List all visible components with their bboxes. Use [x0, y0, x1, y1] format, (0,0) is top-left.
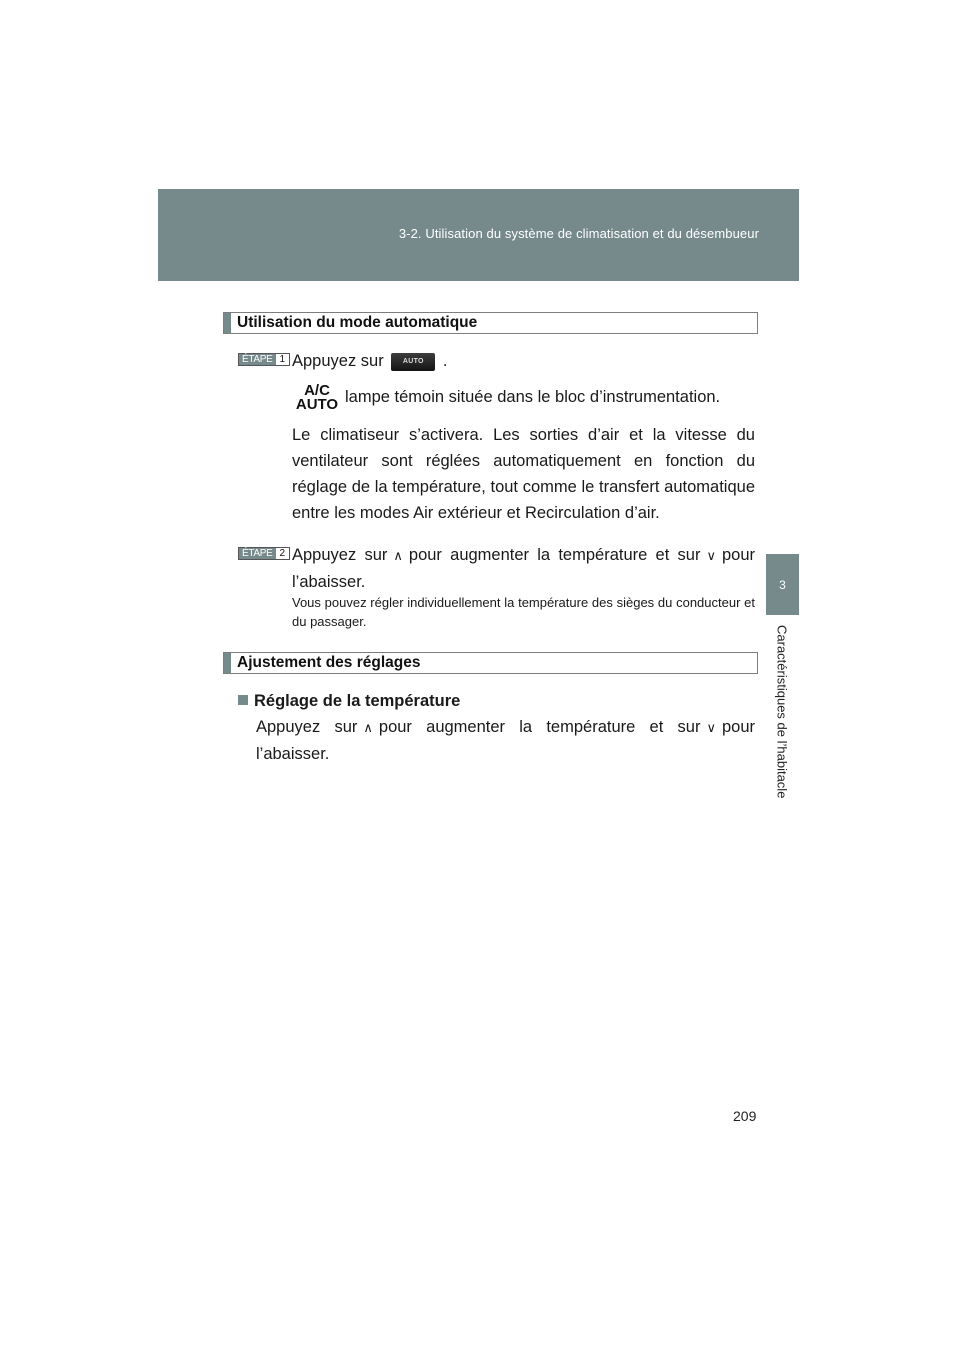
indicator-line-1: A/C — [304, 382, 330, 399]
auto-button-icon — [391, 353, 435, 371]
indicator-description: lampe témoin située dans le bloc d’instrumentation. — [345, 388, 721, 406]
section-heading-automatic-mode — [223, 312, 758, 334]
auto-button-label: AUTO — [402, 357, 424, 365]
temperature-instruction — [256, 714, 755, 767]
step1-text-before: Appuyez sur — [292, 352, 384, 370]
step-badge-number: 2 — [276, 548, 290, 559]
chapter-tab-number: 3 — [766, 554, 799, 615]
up-arrow-icon: ∧ — [393, 548, 403, 563]
step1-text-after: . — [442, 352, 448, 370]
section-heading-bar — [224, 313, 231, 333]
up-arrow-icon: ∧ — [363, 720, 373, 735]
step2-text-part1: Appuyez sur — [292, 546, 388, 564]
chapter-tab-label — [772, 625, 792, 825]
chapter-header-band — [158, 189, 799, 281]
breadcrumb: 3-2. Utilisation du système de climatisation et du désembueur — [398, 226, 759, 241]
temp-text-part2: pour augmenter la température et sur — [378, 718, 701, 736]
indicator-line-2: AUTO — [295, 396, 339, 413]
step-badge-1 — [238, 353, 290, 366]
temp-text-part3: pour l’abaisser. — [256, 718, 755, 763]
chapter-title: Caractéristiques de l’habitacle — [774, 625, 790, 799]
step1-paragraph: Le climatiseur s’activera. Les sorties d’air et la vitesse du ventilateur sont réglées automatiquement en fonction du réglage de la température, tout comme le transfert automatique entre les modes Air extérieur et Recirculation d’air. — [292, 426, 755, 522]
step2-instruction — [292, 542, 755, 595]
page-number: 209 — [733, 1108, 757, 1124]
step1-instruction — [292, 348, 448, 374]
subheading-temperature — [238, 688, 460, 714]
step2-note: Vous pouvez régler individuellement la température des sièges du conducteur et du passager. — [292, 595, 755, 629]
section-title: Ajustement des réglages — [237, 654, 421, 671]
ac-auto-indicator-icon — [294, 384, 340, 412]
section-heading-adjust-settings — [223, 652, 758, 674]
down-arrow-icon: ∨ — [706, 720, 716, 735]
down-arrow-icon: ∨ — [706, 548, 716, 563]
step2-text-part2: pour augmenter la température et sur — [408, 546, 701, 564]
section-title: Utilisation du mode automatique — [237, 314, 478, 331]
step2-text-part3: pour l’abaisser. — [292, 546, 755, 591]
step-badge-label: ÉTAPE — [239, 548, 276, 559]
step-badge-number: 1 — [276, 354, 290, 365]
step-badge-2 — [238, 547, 290, 560]
section-heading-bar — [224, 653, 231, 673]
square-bullet-icon — [238, 695, 248, 705]
subheading-text: Réglage de la température — [254, 692, 461, 710]
step-badge-label: ÉTAPE — [239, 354, 276, 365]
temp-text-part1: Appuyez sur — [256, 718, 358, 736]
